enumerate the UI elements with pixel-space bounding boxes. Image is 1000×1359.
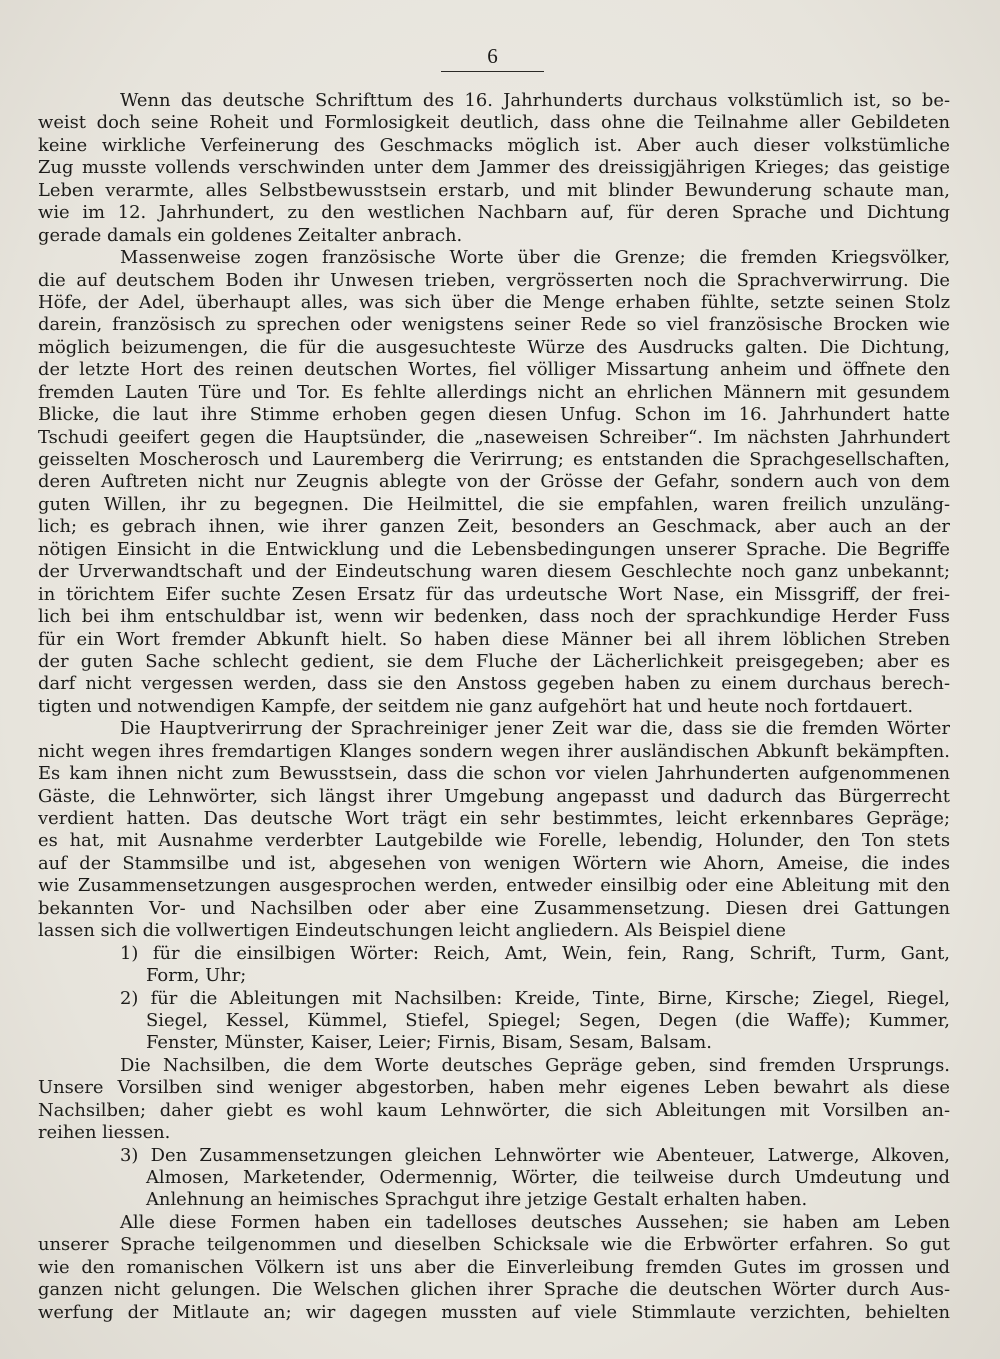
text-line: ganzen nicht gelungen. Die Welschen glichen ihrer Sprache die deutschen Wörter durch Aus- <box>38 1279 950 1301</box>
text-line: 3) Den Zusammensetzungen gleichen Lehnwörter wie Abenteuer, Latwerge, Alkoven, <box>120 1144 950 1166</box>
text-line: Blicke, die laut ihre Stimme erhoben gegen diesen Unfug. Schon im 16. Jahrhundert hatte <box>38 404 950 426</box>
text-line: Fenster, Münster, Kaiser, Leier; Firnis, Bisam, Sesam, Balsam. <box>146 1032 712 1054</box>
text-line: lassen sich die vollwertigen Eindeutschungen leicht angliedern. Als Beispiel diene <box>38 920 786 942</box>
text-line: tigten und notwendigen Kampfe, der seitdem nie ganz aufgehört hat und heute noch fortdauert. <box>38 695 914 717</box>
text-line: wie Zusammensetzungen ausgesprochen werden, entweder einsilbig oder eine Ableitung mit den <box>38 875 950 897</box>
body-text <box>38 90 950 1324</box>
text-line: für ein Wort fremder Abkunft hielt. So haben diese Männer bei all ihrem löblichen Streben <box>38 628 950 650</box>
text-line: es hat, mit Ausnahme verderbter Lautgebilde wie Forelle, lebendig, Holunder, den Ton stets <box>38 830 950 852</box>
text-line: der Urverwandtschaft und der Eindeutschung waren diesem Geschlechte noch ganz unbekannt; <box>38 561 950 583</box>
text-line: geisselten Moscherosch und Lauremberg die Verirrung; es entstanden die Sprachgesellschaften, <box>38 449 950 470</box>
text-line: Leben verarmte, alles Selbstbewusstsein erstarb, und mit blinder Bewunderung schaute man, <box>38 179 950 201</box>
text-line: möglich beizumengen, die für die ausgesuchteste Würze des Ausdrucks galten. Die Dichtung, <box>38 336 950 358</box>
text-line: Anlehnung an heimisches Sprachgut ihre jetzige Gestalt erhalten haben. <box>146 1189 808 1211</box>
text-line: Höfe, der Adel, überhaupt alles, was sich über die Menge erhaben fühlte, setzte seinen Stolz <box>38 291 950 313</box>
text-line: Almosen, Marketender, Odermennig, Wörter, die teilweise durch Umdeutung und <box>146 1167 950 1188</box>
header-rule <box>441 71 544 72</box>
text-line: auf der Stammsilbe und ist, abgesehen von wenigen Wörtern wie Ahorn, Ameise, die indes <box>38 852 950 874</box>
text-line: werfung der Mitlaute an; wir dagegen mussten auf viele Stimmlaute verzichten, behielten <box>38 1301 950 1323</box>
text-line: fremden Lauten Türe und Tor. Es fehlte allerdings nicht an ehrlichen Männern mit gesundem <box>38 381 950 403</box>
text-line: bekannten Vor- und Nachsilben oder aber eine Zusammensetzung. Diesen drei Gattungen <box>38 897 950 919</box>
text-line: keine wirkliche Verfeinerung des Geschmacks möglich ist. Aber auch dieser volkstümliche <box>38 134 950 156</box>
text-line: 2) für die Ableitungen mit Nachsilben: Kreide, Tinte, Birne, Kirsche; Ziegel, Riegel, <box>120 987 950 1009</box>
text-line: Die Hauptverirrung der Sprachreiniger jener Zeit war die, dass sie die fremden Wörter <box>120 718 950 740</box>
text-line: reihen liessen. <box>38 1122 171 1144</box>
text-line: Nachsilben; daher giebt es wohl kaum Lehnwörter, die sich Ableitungen mit Vorsilben an- <box>38 1099 950 1121</box>
text-line: Gäste, die Lehnwörter, sich längst ihrer Umgebung angepasst und dadurch das Bürgerrecht <box>38 785 950 807</box>
text-line: verdient hatten. Das deutsche Wort trägt ein sehr bestimmtes, leicht erkennbares Gepräge; <box>38 808 950 829</box>
text-line: Siegel, Kessel, Kümmel, Stiefel, Spiegel; Segen, Degen (die Waffe); Kummer, <box>146 1009 950 1031</box>
text-line: die auf deutschem Boden ihr Unwesen trieben, vergrösserten noch die Sprachverwirrung. Die <box>38 269 950 291</box>
text-line: darein, französisch zu sprechen oder wenigstens seiner Rede so viel französische Brocken wie <box>38 314 950 336</box>
text-line: Massenweise zogen französische Worte über die Grenze; die fremden Kriegsvölker, <box>120 247 950 269</box>
text-line: weist doch seine Roheit und Formlosigkeit deutlich, dass ohne die Teilnahme aller Gebildeten <box>38 112 950 134</box>
text-line: Die Nachsilben, die dem Worte deutsches Gepräge geben, sind fremden Ursprungs. <box>120 1054 950 1076</box>
text-line: Alle diese Formen haben ein tadelloses deutsches Aussehen; sie haben am Leben <box>120 1211 950 1233</box>
text-line: Wenn das deutsche Schrifttum des 16. Jahrhunderts durchaus volkstümlich ist, so be- <box>120 90 950 111</box>
text-line: darf nicht vergessen werden, dass sie den Anstoss gegeben haben zu einem durchaus berech- <box>38 673 950 695</box>
page-header <box>441 44 544 72</box>
text-line: gerade damals ein goldenes Zeitalter anbrach. <box>38 224 463 246</box>
text-line: der guten Sache schlecht gedient, sie dem Fluche der Lächerlichkeit preisgegeben; aber es <box>38 650 950 672</box>
text-line: Zug musste vollends verschwinden unter dem Jammer des dreissigjährigen Krieges; das geistige <box>38 157 950 179</box>
text-line: der letzte Hort des reinen deutschen Wortes, fiel völliger Missartung anheim und öffnete den <box>38 359 950 381</box>
text-line: lich bei ihm entschuldbar ist, wenn wir bedenken, dass noch der sprachkundige Herder Fuss <box>38 606 950 628</box>
page-number: 6 <box>487 44 498 68</box>
text-line: wie den romanischen Völkern ist uns aber die Einverleibung fremden Gutes im grossen und <box>38 1256 950 1278</box>
text-line: Tschudi geeifert gegen die Hauptsünder, die „naseweisen Schreiber“. Im nächsten Jahrhundert <box>38 426 950 448</box>
text-line: guten Willen, ihr zu begegnen. Die Heilmittel, die sie empfahlen, waren freilich unzuläng- <box>38 493 950 515</box>
text-line: Form, Uhr; <box>146 965 247 987</box>
text-line: deren Auftreten nicht nur Zeugnis ablegte von der Grösse der Gefahr, sondern auch von dem <box>38 471 950 493</box>
text-line: nicht wegen ihres fremdartigen Klanges sondern wegen ihrer ausländischen Abkunft bekämpften. <box>38 740 950 762</box>
text-line: 1) für die einsilbigen Wörter: Reich, Amt, Wein, fein, Rang, Schrift, Turm, Gant, <box>120 942 950 964</box>
text-line: nötigen Einsicht in die Entwicklung und die Lebensbedingungen unserer Sprache. Die Begriffe <box>38 538 950 560</box>
text-line: Es kam ihnen nicht zum Bewusstsein, dass die schon vor vielen Jahrhunderten aufgenommenen <box>38 763 950 785</box>
text-line: in törichtem Eifer suchte Zesen Ersatz für das urdeutsche Wort Nase, ein Missgriff, der frei- <box>38 583 950 605</box>
text-line: lich; es gebrach ihnen, wie ihrer ganzen Zeit, besonders an Geschmack, aber auch an der <box>38 516 950 538</box>
text-line: wie im 12. Jahrhundert, zu den westlichen Nachbarn auf, für deren Sprache und Dichtung <box>38 202 950 224</box>
text-line: unserer Sprache teilgenommen und dieselben Schicksale wie die Erbwörter erfahren. So gut <box>38 1234 950 1256</box>
text-line: Unsere Vorsilben sind weniger abgestorben, haben mehr eigenes Leben bewahrt als diese <box>38 1077 950 1099</box>
